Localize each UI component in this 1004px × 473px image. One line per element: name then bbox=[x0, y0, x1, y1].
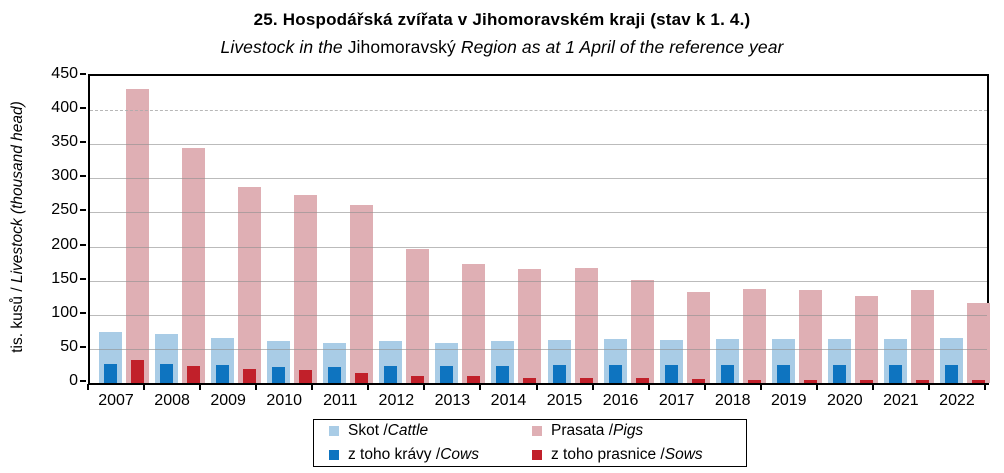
legend-swatch-pigs bbox=[532, 426, 542, 436]
legend-label-cz-cows: z toho krávy / bbox=[348, 446, 441, 463]
bar-pigs-2014 bbox=[518, 269, 541, 383]
bar-sows-2007 bbox=[131, 360, 144, 383]
y-tick-label-250: 250 bbox=[51, 201, 78, 219]
bar-pigs-2016 bbox=[631, 280, 654, 383]
y-axis-title-english: Livestock (thousand head) bbox=[9, 101, 26, 284]
bar-sows-2012 bbox=[411, 376, 424, 383]
bar-pigs-2017 bbox=[687, 292, 710, 383]
bar-pigs-2019 bbox=[799, 290, 822, 383]
subtitle-region-name: Jihomoravský bbox=[347, 37, 456, 57]
gridline-300 bbox=[90, 178, 987, 179]
bar-pigs-2008 bbox=[182, 148, 205, 383]
x-label-2018: 2018 bbox=[714, 392, 751, 409]
x-tick-16 bbox=[984, 384, 986, 390]
legend-swatch-sows bbox=[532, 450, 542, 460]
y-tick-100 bbox=[80, 312, 86, 314]
x-label-2022: 2022 bbox=[939, 392, 975, 409]
x-tick-4 bbox=[311, 384, 313, 390]
x-label-2010: 2010 bbox=[266, 392, 303, 409]
gridline-200 bbox=[90, 247, 987, 248]
bar-pigs-2021 bbox=[911, 290, 934, 383]
bar-cows-2021 bbox=[889, 365, 902, 383]
bar-pigs-2009 bbox=[238, 187, 261, 383]
y-tick-50 bbox=[80, 346, 86, 348]
bar-pigs-2018 bbox=[743, 289, 766, 383]
x-tick-1 bbox=[143, 384, 145, 390]
bar-sows-2021 bbox=[916, 380, 929, 383]
bar-sows-2011 bbox=[355, 373, 368, 383]
legend-swatch-cows bbox=[329, 450, 339, 460]
gridline-400 bbox=[90, 110, 987, 111]
bar-sows-2016 bbox=[636, 378, 649, 383]
bar-sows-2013 bbox=[467, 376, 480, 383]
bar-cows-2011 bbox=[328, 367, 341, 383]
subtitle-english-right: Region as at 1 April of the reference year bbox=[455, 37, 784, 57]
legend-swatch-cattle bbox=[329, 426, 339, 436]
bar-sows-2010 bbox=[299, 370, 312, 383]
gridline-100 bbox=[90, 315, 987, 316]
legend-label-en-pigs: Pigs bbox=[613, 422, 644, 439]
bar-pigs-2015 bbox=[575, 268, 598, 383]
bar-pigs-2007 bbox=[126, 89, 149, 383]
legend-label-en-cattle: Cattle bbox=[387, 422, 429, 439]
y-tick-label-100: 100 bbox=[51, 303, 78, 321]
y-tick-label-150: 150 bbox=[51, 269, 78, 287]
y-tick-250 bbox=[80, 209, 86, 211]
bar-sows-2022 bbox=[972, 380, 985, 383]
bar-sows-2019 bbox=[804, 380, 817, 383]
x-label-2021: 2021 bbox=[883, 392, 919, 409]
bar-cows-2007 bbox=[104, 364, 117, 383]
x-tick-14 bbox=[872, 384, 874, 390]
y-tick-label-400: 400 bbox=[51, 99, 78, 117]
bar-sows-2018 bbox=[748, 380, 761, 383]
gridline-250 bbox=[90, 212, 987, 213]
x-label-2013: 2013 bbox=[434, 392, 471, 409]
gridline-50 bbox=[90, 349, 987, 350]
bar-sows-2009 bbox=[243, 369, 256, 383]
x-label-2014: 2014 bbox=[490, 392, 527, 409]
y-tick-450 bbox=[80, 73, 86, 75]
y-tick-label-200: 200 bbox=[51, 235, 78, 253]
x-tick-15 bbox=[928, 384, 930, 390]
bar-cows-2009 bbox=[216, 365, 229, 383]
bar-sows-2015 bbox=[580, 378, 593, 383]
bar-cows-2012 bbox=[384, 366, 397, 383]
bar-pigs-2012 bbox=[406, 249, 429, 383]
legend bbox=[313, 419, 747, 467]
bar-cows-2018 bbox=[721, 365, 734, 383]
x-label-2017: 2017 bbox=[658, 392, 695, 409]
bar-sows-2017 bbox=[692, 379, 705, 383]
x-label-2007: 2007 bbox=[98, 392, 134, 409]
legend-label-en-cows: Cows bbox=[440, 446, 479, 463]
x-tick-9 bbox=[592, 384, 594, 390]
bar-cows-2008 bbox=[160, 364, 173, 383]
y-tick-0 bbox=[80, 380, 86, 382]
x-tick-2 bbox=[199, 384, 201, 390]
x-label-2016: 2016 bbox=[602, 392, 639, 409]
bar-cows-2015 bbox=[553, 365, 566, 383]
gridline-150 bbox=[90, 281, 987, 282]
x-tick-3 bbox=[255, 384, 257, 390]
y-axis-title-czech: tis. kusů / bbox=[9, 283, 26, 353]
x-label-2020: 2020 bbox=[827, 392, 863, 409]
bar-cows-2010 bbox=[272, 367, 285, 383]
plot-area bbox=[88, 74, 989, 385]
legend-label-cz-cattle: Skot / bbox=[348, 422, 388, 439]
y-tick-label-350: 350 bbox=[51, 133, 78, 151]
x-tick-5 bbox=[367, 384, 369, 390]
bar-sows-2020 bbox=[860, 380, 873, 383]
y-tick-300 bbox=[80, 175, 86, 177]
y-tick-label-450: 450 bbox=[51, 65, 78, 82]
x-tick-10 bbox=[648, 384, 650, 390]
bar-cows-2017 bbox=[665, 365, 678, 383]
bar-sows-2014 bbox=[523, 378, 536, 383]
x-label-2009: 2009 bbox=[210, 392, 246, 409]
x-label-2019: 2019 bbox=[770, 392, 807, 409]
x-tick-0 bbox=[87, 384, 89, 390]
y-axis-title bbox=[9, 101, 27, 353]
x-tick-12 bbox=[760, 384, 762, 390]
legend-item-cows bbox=[329, 446, 532, 464]
y-tick-200 bbox=[80, 244, 86, 246]
x-tick-6 bbox=[423, 384, 425, 390]
bar-pigs-2010 bbox=[294, 195, 317, 383]
bar-pigs-2011 bbox=[350, 205, 373, 383]
x-label-2008: 2008 bbox=[154, 392, 190, 409]
y-tick-label-50: 50 bbox=[60, 337, 78, 355]
chart-title: 25. Hospodářská zvířata v Jihomoravském kraji (stav k 1. 4.) bbox=[253, 10, 751, 29]
legend-label-en-sows: Sows bbox=[664, 446, 703, 463]
x-tick-8 bbox=[536, 384, 538, 390]
y-tick-400 bbox=[80, 107, 86, 109]
legend-label-cz-pigs: Prasata / bbox=[551, 422, 614, 439]
x-label-2012: 2012 bbox=[378, 392, 415, 409]
bar-cows-2013 bbox=[440, 366, 453, 383]
x-label-2011: 2011 bbox=[323, 392, 358, 409]
bar-pigs-2020 bbox=[855, 296, 878, 383]
legend-item-pigs bbox=[532, 422, 746, 440]
legend-item-sows bbox=[532, 446, 746, 464]
bar-cows-2014 bbox=[496, 366, 509, 383]
chart-subtitle bbox=[0, 37, 1004, 58]
y-tick-label-300: 300 bbox=[51, 167, 78, 185]
x-label-2015: 2015 bbox=[546, 392, 583, 409]
y-tick-label-0: 0 bbox=[69, 372, 78, 389]
x-tick-11 bbox=[704, 384, 706, 390]
y-tick-150 bbox=[80, 278, 86, 280]
gridline-350 bbox=[90, 144, 987, 145]
x-tick-7 bbox=[479, 384, 481, 390]
legend-item-cattle bbox=[329, 422, 532, 440]
bar-cows-2016 bbox=[609, 365, 622, 383]
y-tick-350 bbox=[80, 141, 86, 143]
bar-cows-2022 bbox=[945, 365, 958, 383]
legend-label-cz-sows: z toho prasnice / bbox=[551, 446, 665, 463]
x-tick-13 bbox=[816, 384, 818, 390]
bar-cows-2020 bbox=[833, 365, 846, 383]
bar-sows-2008 bbox=[187, 366, 200, 383]
bar-cows-2019 bbox=[777, 365, 790, 383]
subtitle-english-left: Livestock in the bbox=[220, 37, 348, 57]
